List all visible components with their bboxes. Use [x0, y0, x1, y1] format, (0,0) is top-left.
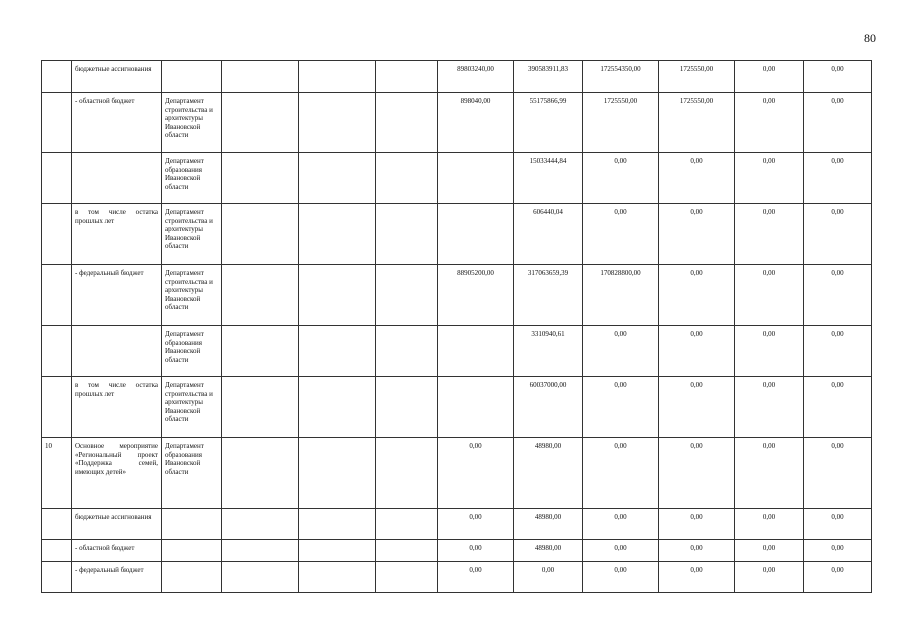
empty-cell	[222, 562, 299, 593]
row-number-cell	[42, 326, 72, 377]
value-cell: 0,00	[735, 265, 804, 326]
value-cell: 0,00	[583, 438, 659, 509]
item-name-cell: бюджетные ассигнования	[72, 61, 162, 93]
executor-cell: Департамент образования Ивановской области	[162, 153, 222, 204]
value-cell: 0,00	[804, 265, 872, 326]
empty-cell	[376, 540, 438, 562]
value-cell: 0,00	[735, 562, 804, 593]
value-cell: 0,00	[804, 377, 872, 438]
executor-cell	[162, 61, 222, 93]
executor-cell: Департамент строительства и архитектуры Ивановской области	[162, 265, 222, 326]
empty-cell	[376, 93, 438, 153]
value-cell	[438, 153, 514, 204]
empty-cell	[299, 540, 376, 562]
empty-cell	[376, 204, 438, 265]
item-name-cell: - областной бюджет	[72, 93, 162, 153]
value-cell: 0,00	[735, 61, 804, 93]
table-row	[42, 326, 872, 377]
empty-cell	[376, 61, 438, 93]
empty-cell	[299, 326, 376, 377]
value-cell: 0,00	[659, 438, 735, 509]
value-cell: 0,00	[438, 540, 514, 562]
empty-cell	[376, 377, 438, 438]
table-row	[42, 61, 872, 93]
item-name-cell: в том числе остатка прошлых лет	[72, 204, 162, 265]
empty-cell	[222, 93, 299, 153]
empty-cell	[299, 562, 376, 593]
value-cell: 0,00	[804, 326, 872, 377]
value-cell: 0,00	[659, 326, 735, 377]
empty-cell	[299, 265, 376, 326]
table-row	[42, 562, 872, 593]
empty-cell	[376, 438, 438, 509]
value-cell: 0,00	[583, 562, 659, 593]
value-cell: 606440,04	[514, 204, 583, 265]
value-cell: 0,00	[804, 93, 872, 153]
value-cell: 0,00	[583, 540, 659, 562]
value-cell: 0,00	[659, 377, 735, 438]
value-cell: 0,00	[735, 204, 804, 265]
row-number-cell	[42, 562, 72, 593]
value-cell: 0,00	[514, 562, 583, 593]
value-cell: 0,00	[659, 204, 735, 265]
value-cell: 55175866,99	[514, 93, 583, 153]
row-number-cell	[42, 265, 72, 326]
value-cell: 48980,00	[514, 540, 583, 562]
value-cell: 60037000,00	[514, 377, 583, 438]
empty-cell	[222, 326, 299, 377]
executor-cell: Департамент строительства и архитектуры Ивановской области	[162, 377, 222, 438]
row-number-cell	[42, 377, 72, 438]
empty-cell	[299, 204, 376, 265]
value-cell: 0,00	[583, 509, 659, 540]
executor-cell: Департамент образования Ивановской области	[162, 438, 222, 509]
row-number-cell: 10	[42, 438, 72, 509]
row-number-cell	[42, 204, 72, 265]
budget-table	[41, 60, 872, 593]
executor-cell	[162, 540, 222, 562]
value-cell: 0,00	[583, 153, 659, 204]
empty-cell	[222, 204, 299, 265]
empty-cell	[222, 265, 299, 326]
value-cell: 3310940,61	[514, 326, 583, 377]
empty-cell	[222, 61, 299, 93]
row-number-cell	[42, 509, 72, 540]
empty-cell	[222, 509, 299, 540]
empty-cell	[376, 153, 438, 204]
value-cell: 0,00	[659, 509, 735, 540]
empty-cell	[376, 326, 438, 377]
item-name-cell: - федеральный бюджет	[72, 562, 162, 593]
value-cell: 0,00	[804, 61, 872, 93]
table-row	[42, 265, 872, 326]
value-cell: 0,00	[438, 509, 514, 540]
row-number-cell	[42, 93, 72, 153]
item-name-cell: в том числе остатка прошлых лет	[72, 377, 162, 438]
value-cell: 0,00	[735, 377, 804, 438]
value-cell: 0,00	[735, 509, 804, 540]
item-name-cell: - областной бюджет	[72, 540, 162, 562]
value-cell: 0,00	[438, 438, 514, 509]
value-cell: 0,00	[583, 326, 659, 377]
executor-cell: Департамент строительства и архитектуры Ивановской области	[162, 204, 222, 265]
value-cell: 172554350,00	[583, 61, 659, 93]
page-number: 80	[864, 31, 876, 45]
row-number-cell	[42, 153, 72, 204]
table-row	[42, 204, 872, 265]
value-cell: 0,00	[659, 153, 735, 204]
empty-cell	[376, 265, 438, 326]
item-name-cell	[72, 153, 162, 204]
executor-cell: Департамент образования Ивановской области	[162, 326, 222, 377]
value-cell	[438, 377, 514, 438]
value-cell: 0,00	[804, 438, 872, 509]
value-cell: 48980,00	[514, 438, 583, 509]
empty-cell	[222, 153, 299, 204]
value-cell: 1725550,00	[659, 61, 735, 93]
empty-cell	[299, 438, 376, 509]
empty-cell	[299, 377, 376, 438]
executor-cell	[162, 562, 222, 593]
value-cell	[438, 326, 514, 377]
item-name-cell	[72, 326, 162, 377]
value-cell: 0,00	[735, 326, 804, 377]
empty-cell	[222, 377, 299, 438]
value-cell: 0,00	[735, 93, 804, 153]
value-cell: 0,00	[735, 540, 804, 562]
table-row	[42, 509, 872, 540]
value-cell: 0,00	[659, 540, 735, 562]
value-cell: 0,00	[659, 562, 735, 593]
table-row	[42, 540, 872, 562]
value-cell: 0,00	[583, 204, 659, 265]
executor-cell: Департамент строительства и архитектуры Ивановской области	[162, 93, 222, 153]
table-row	[42, 377, 872, 438]
value-cell: 1725550,00	[659, 93, 735, 153]
value-cell: 48980,00	[514, 509, 583, 540]
item-name-cell: - федеральный бюджет	[72, 265, 162, 326]
value-cell: 0,00	[659, 265, 735, 326]
value-cell: 0,00	[804, 509, 872, 540]
value-cell: 89803240,00	[438, 61, 514, 93]
value-cell: 15033444,84	[514, 153, 583, 204]
empty-cell	[299, 61, 376, 93]
row-number-cell	[42, 61, 72, 93]
item-name-cell: Основное мероприятие «Региональный проект «Поддержка семей, имеющих детей»	[72, 438, 162, 509]
value-cell: 0,00	[804, 562, 872, 593]
value-cell: 390583911,83	[514, 61, 583, 93]
value-cell: 170828800,00	[583, 265, 659, 326]
value-cell: 0,00	[438, 562, 514, 593]
value-cell	[438, 204, 514, 265]
table-row	[42, 438, 872, 509]
empty-cell	[376, 509, 438, 540]
value-cell: 1725550,00	[583, 93, 659, 153]
table-row	[42, 93, 872, 153]
value-cell: 898040,00	[438, 93, 514, 153]
empty-cell	[222, 438, 299, 509]
executor-cell	[162, 509, 222, 540]
value-cell: 0,00	[583, 377, 659, 438]
empty-cell	[299, 93, 376, 153]
value-cell: 0,00	[735, 438, 804, 509]
value-cell: 0,00	[804, 153, 872, 204]
value-cell: 88905200,00	[438, 265, 514, 326]
table-row	[42, 153, 872, 204]
empty-cell	[299, 153, 376, 204]
item-name-cell: бюджетные ассигнования	[72, 509, 162, 540]
value-cell: 0,00	[804, 204, 872, 265]
value-cell: 317063659,39	[514, 265, 583, 326]
empty-cell	[222, 540, 299, 562]
empty-cell	[376, 562, 438, 593]
row-number-cell	[42, 540, 72, 562]
value-cell: 0,00	[735, 153, 804, 204]
empty-cell	[299, 509, 376, 540]
value-cell: 0,00	[804, 540, 872, 562]
